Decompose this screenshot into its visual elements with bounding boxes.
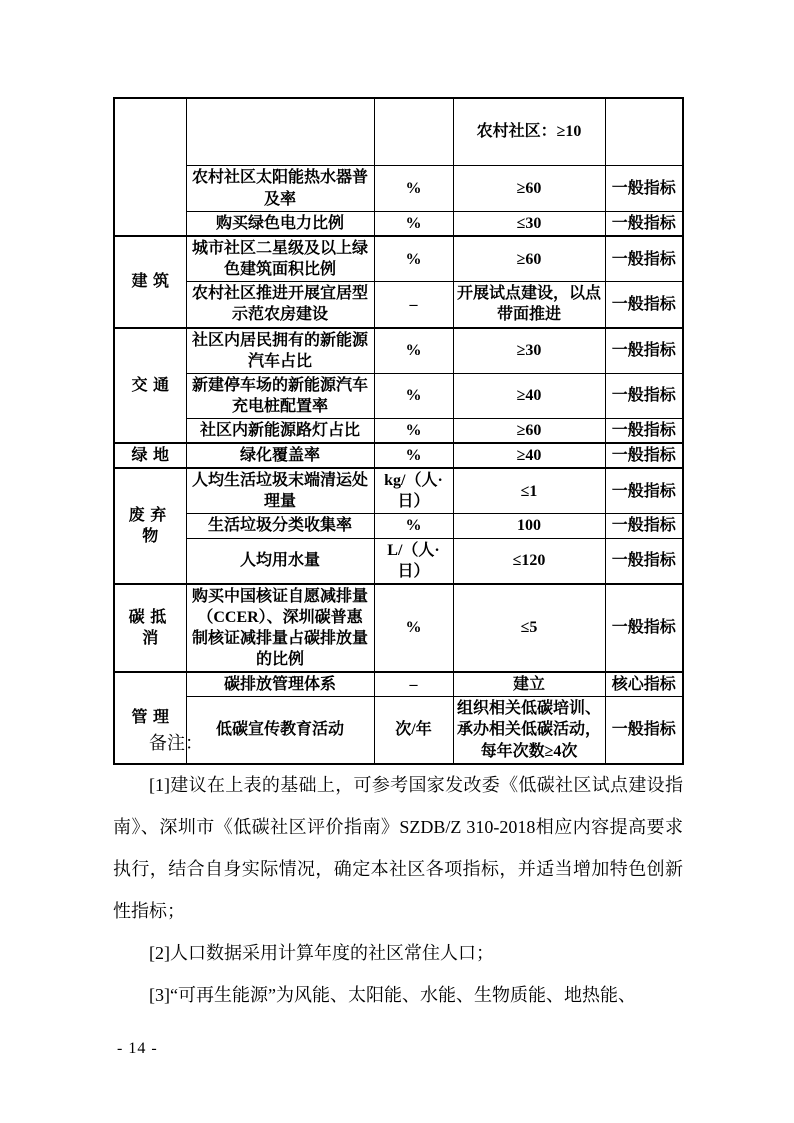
value-cell: 开展试点建设，以点带面推进: [453, 282, 605, 328]
table-row: [114, 443, 683, 468]
table-row: [114, 166, 683, 212]
unit-cell: –: [374, 282, 453, 328]
indicator-cell: 农村社区太阳能热水器普及率: [186, 166, 374, 212]
unit-cell: %: [374, 584, 453, 672]
unit-cell: %: [374, 443, 453, 468]
value-cell: 100: [453, 514, 605, 538]
type-cell: 核心指标: [605, 672, 683, 697]
table-row: [114, 212, 683, 237]
group-cell: 绿地: [114, 443, 186, 468]
group-cell: 交通: [114, 328, 186, 444]
group-cell: 管理: [114, 672, 186, 763]
type-cell: 一般指标: [605, 514, 683, 538]
type-cell: [605, 98, 683, 166]
unit-cell: L/（人·日）: [374, 538, 453, 584]
value-cell: 建立: [453, 672, 605, 697]
value-cell: ≤30: [453, 212, 605, 237]
value-cell: ≥40: [453, 373, 605, 418]
indicator-cell: [186, 98, 374, 166]
unit-cell: 次/年: [374, 697, 453, 764]
group-cell: 废弃物: [114, 468, 186, 584]
table-row: [114, 584, 683, 672]
type-cell: 一般指标: [605, 373, 683, 418]
type-cell: 一般指标: [605, 328, 683, 374]
unit-cell: kg/（人·日）: [374, 468, 453, 514]
value-cell: ≥40: [453, 443, 605, 468]
value-cell: ≥60: [453, 166, 605, 212]
type-cell: 一般指标: [605, 166, 683, 212]
value-cell: ≤5: [453, 584, 605, 672]
group-cell: [114, 98, 186, 236]
indicator-cell: 人均生活垃圾末端清运处理量: [186, 468, 374, 514]
indicator-cell: 农村社区推进开展宜居型示范农房建设: [186, 282, 374, 328]
note-paragraph: [1]建议在上表的基础上，可参考国家发改委《低碳社区试点建设指南》、深圳市《低碳社区评价指南》SZDB/Z 310-2018相应内容提高要求执行，结合自身实际情况，确定本社区各项指标，并适当增加特色创新性指标；: [113, 775, 683, 921]
page-number: - 14 -: [117, 1040, 158, 1057]
type-cell: 一般指标: [605, 282, 683, 328]
table-row: [114, 468, 683, 514]
indicator-cell: 购买绿色电力比例: [186, 212, 374, 237]
table-row: [114, 514, 683, 538]
type-cell: 一般指标: [605, 236, 683, 282]
indicator-cell: 碳排放管理体系: [186, 672, 374, 697]
unit-cell: %: [374, 328, 453, 374]
type-cell: 一般指标: [605, 697, 683, 764]
indicator-cell: 购买中国核证自愿减排量（CCER）、深圳碳普惠制核证减排量占碳排放量的比例: [186, 584, 374, 672]
group-cell: 建筑: [114, 236, 186, 327]
indicator-cell: 生活垃圾分类收集率: [186, 514, 374, 538]
indicator-cell: 低碳宣传教育活动: [186, 697, 374, 764]
value-cell: ≥60: [453, 236, 605, 282]
table-row: [114, 282, 683, 328]
note-paragraph: [3]“可再生能源”为风能、太阳能、水能、生物质能、地热能、: [149, 985, 636, 1005]
note-paragraph: [2]人口数据采用计算年度的社区常住人口；: [149, 943, 494, 963]
unit-cell: %: [374, 418, 453, 443]
type-cell: 一般指标: [605, 443, 683, 468]
unit-cell: %: [374, 236, 453, 282]
unit-cell: %: [374, 373, 453, 418]
group-cell: 碳抵消: [114, 584, 186, 672]
unit-cell: –: [374, 672, 453, 697]
table-row: [114, 538, 683, 584]
table-row: [114, 373, 683, 418]
indicator-cell: 社区内新能源路灯占比: [186, 418, 374, 443]
table-row: [114, 418, 683, 443]
type-cell: 一般指标: [605, 418, 683, 443]
value-cell: ≥60: [453, 418, 605, 443]
type-cell: 一般指标: [605, 468, 683, 514]
indicators-table: [113, 97, 684, 765]
unit-cell: %: [374, 212, 453, 237]
unit-cell: %: [374, 166, 453, 212]
type-cell: 一般指标: [605, 538, 683, 584]
indicator-cell: 人均用水量: [186, 538, 374, 584]
notes-section: [113, 722, 683, 1016]
indicator-cell: 新建停车场的新能源汽车充电桩配置率: [186, 373, 374, 418]
table-row: [114, 98, 683, 166]
indicator-cell: 社区内居民拥有的新能源汽车占比: [186, 328, 374, 374]
table-row: [114, 328, 683, 374]
unit-cell: [374, 98, 453, 166]
notes-label: 备注：: [149, 733, 203, 753]
value-cell: ≥30: [453, 328, 605, 374]
indicator-cell: 城市社区二星级及以上绿色建筑面积比例: [186, 236, 374, 282]
value-cell: ≤120: [453, 538, 605, 584]
type-cell: 一般指标: [605, 584, 683, 672]
table-row: [114, 672, 683, 697]
value-cell: 组织相关低碳培训、承办相关低碳活动，每年次数≥4次: [453, 697, 605, 764]
indicator-cell: 绿化覆盖率: [186, 443, 374, 468]
value-cell: ≤1: [453, 468, 605, 514]
table-row: [114, 236, 683, 282]
unit-cell: %: [374, 514, 453, 538]
value-cell: 农村社区：≥10: [453, 98, 605, 166]
type-cell: 一般指标: [605, 212, 683, 237]
